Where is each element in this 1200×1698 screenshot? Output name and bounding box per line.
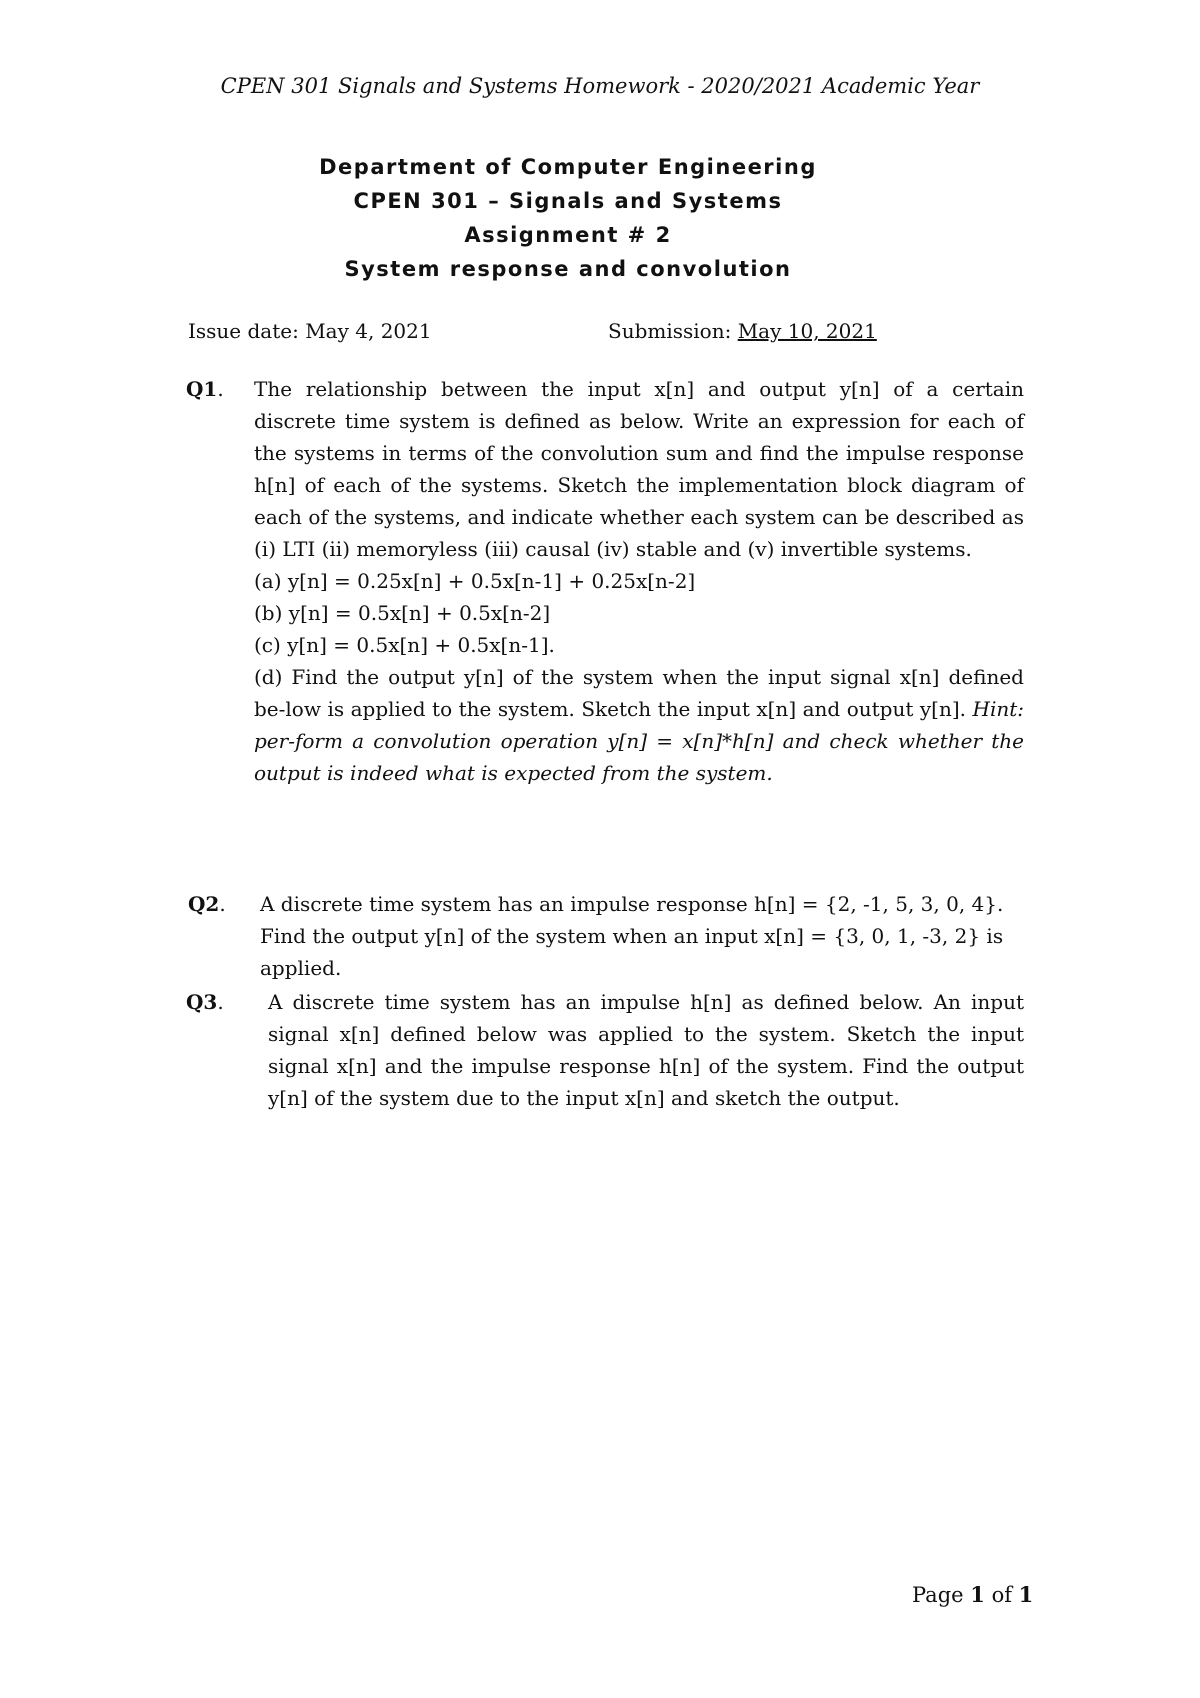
q1-body [254,373,1024,789]
q3-text: A discrete time system has an impulse h[n] as defined below. An input signal x[n] defined below was applied to the system. Sketch the input signal x[n] and the impulse response h[n] of the system. Find the output y[n] of the system due to the input x[n] and sketch the output. [268,990,1024,1110]
q1-part-d: (d) Find the output y[n] of the system when the input signal x[n] defined be-low is applied to the system. Sketch the input x[n] and output y[n]. Hint: per-form a convolution operation y[n] = x[n]*h[n] and check whether the output is indeed what is expected from the system. [254,665,1024,785]
q2-label: Q2. [188,892,226,916]
issue-date-label: Issue date: [188,319,306,343]
submission-date [608,318,877,344]
q1-part-a: (a) y[n] = 0.25x[n] + 0.5x[n-1] + 0.25x[n-2] [254,569,696,593]
q1-part-b: (b) y[n] = 0.5x[n] + 0.5x[n-2] [254,601,551,625]
q2-body [260,888,1030,984]
page-number: 1 [970,1582,985,1607]
title-block [0,150,1136,286]
q2-text: A discrete time system has an impulse response h[n] = {2, -1, 5, 3, 0, 4}. Find the output y[n] of the system when an input x[n] = {3, 0, 1, -3, 2} is applied. [260,892,1004,980]
issue-date [188,318,432,344]
department-title: Department of Computer Engineering [319,155,817,179]
running-header: CPEN 301 Signals and Systems Homework - 2020/2021 Academic Year [220,74,980,98]
submission-date-label: Submission: [608,319,738,343]
topic-title: System response and convolution [344,257,792,281]
page-footer: Page 1 of 1 [912,1582,1034,1607]
course-title: CPEN 301 – Signals and Systems [353,189,783,213]
submission-date-value: May 10, 2021 [737,319,877,343]
page-total: 1 [1018,1582,1034,1607]
assignment-title: Assignment # 2 [464,223,672,247]
q1-part-c: (c) y[n] = 0.5x[n] + 0.5x[n-1]. [254,633,555,657]
q3-label: Q3. [186,990,224,1014]
issue-date-value: May 4, 2021 [305,319,432,343]
q3-body [268,986,1024,1114]
q1-text: The relationship between the input x[n] and output y[n] of a certain discrete time system is defined as below. Write an expression for each of the systems in terms of the convolution sum and find the impulse response h[n] of each of the systems. Sketch the implementation block diagram of each of the systems, and indicate whether each system can be described as (i) LTI (ii) memoryless (iii) causal (iv) stable and (v) invertible systems. [254,377,1024,561]
q1-hint: Hint: per-form a convolution operation y[n] = x[n]*h[n] and check whether the output is indeed what is expected from the system. [254,697,1024,785]
q1-label: Q1. [186,377,224,401]
